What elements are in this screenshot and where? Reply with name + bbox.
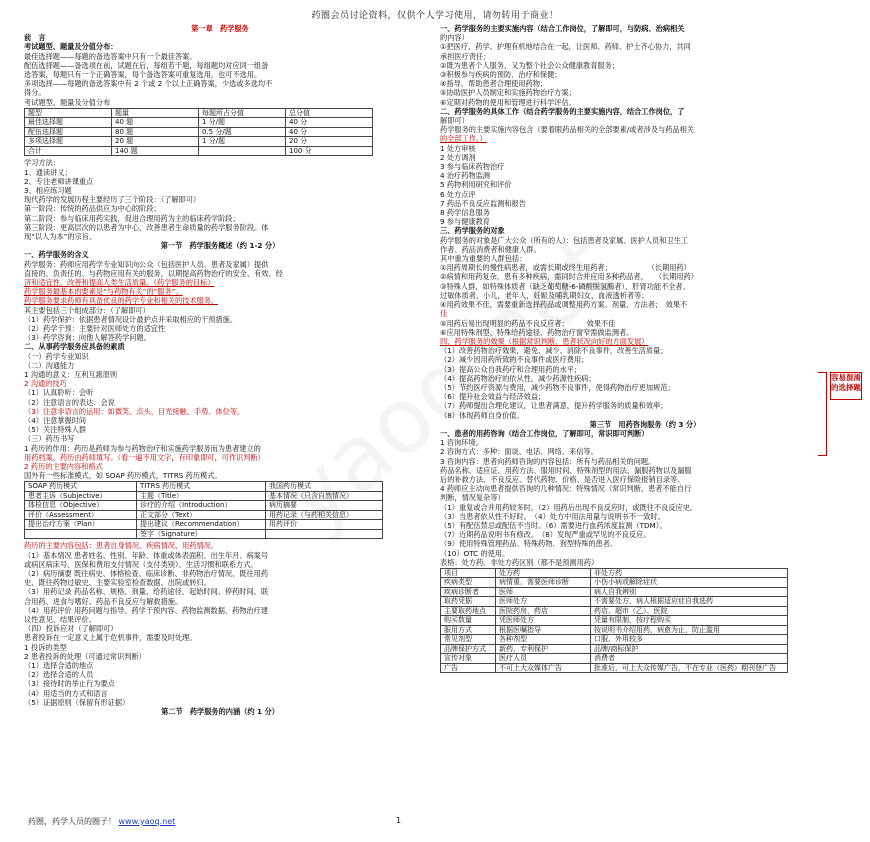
table-cell: 疾病诊断者 <box>441 587 496 597</box>
text-line: （5）关注特殊人群 <box>24 425 87 435</box>
table-cell: 多项选择题 <box>25 137 112 147</box>
text-line: 1 处方审核 <box>440 143 476 153</box>
header-banner: 药圈会员讨论资料，仅供个人学习使用，请勿转用于商业！ <box>311 11 559 21</box>
text-line: 解即可） <box>440 116 469 126</box>
table-row <box>25 491 383 501</box>
table-cell: 基本情况（只含自然情况） <box>266 491 383 501</box>
table-cell: 病人自我辨别 <box>591 587 788 597</box>
table-cell: 每题所占分值 <box>199 108 286 118</box>
table-cell: 病历摘要 <box>266 501 383 511</box>
table-row <box>441 654 788 664</box>
table-cell: 主题（Title） <box>137 491 266 501</box>
text-line: 一、患者的用药咨询（结合工作岗位，了解即可，常识即可判断） <box>440 428 649 438</box>
text-line: 史、既往药物过敏史、主要实验室检查数据、出院或转归。 <box>24 578 211 588</box>
text-line: 二、从事药学服务应具备的素质 <box>24 342 125 352</box>
text-line: 第一节 药学服务概述（约 1-2 分） <box>160 241 280 251</box>
table-row <box>25 127 373 137</box>
text-line: 国外有一些标准模式，如 SOAP 药历模式，TITRS 药历模式。 <box>24 471 222 481</box>
text-line: 学习方法： <box>24 158 60 168</box>
table-cell: 20 题 <box>112 137 199 147</box>
table-cell: 合计 <box>25 146 112 156</box>
table-cell: 100 分 <box>286 146 373 156</box>
text-line: 1 咨询环境。 <box>440 438 483 448</box>
table-cell: 小伤小病或解除症状 <box>591 578 788 588</box>
text-line: ③积极参与疾病的预防、治疗和保健； <box>440 70 562 80</box>
text-line: 药品名称、适应证、用药方法、服用时间、特殊剂型的用法、漏服药物以及漏服 <box>440 465 692 475</box>
text-line: 第二阶段：参与临床用药实践，促进合理用药为主的临床药学阶段； <box>24 213 240 223</box>
text-line: 用药档案，药历由药师填写。（看一遍不用文字，有印象即可，可作识判断） <box>24 452 265 462</box>
text-line: （三）药历书写 <box>24 434 75 444</box>
table-cell: 题量 <box>112 108 199 118</box>
text-line: 最佳选择题——每题的备选答案中只有一个最佳答案。 <box>24 51 197 61</box>
table-cell: 药店、超市（乙）、医院 <box>591 606 788 616</box>
text-line: （3）提高公众自我药疗和合理用药的水平； <box>440 364 582 374</box>
table-row <box>25 482 383 492</box>
text-line: （6）提升社会效益与经济效益； <box>440 392 546 402</box>
table-cell: 正文部分（Text） <box>137 510 266 520</box>
text-line: 议性意见、结果评价。 <box>24 615 96 625</box>
text-line: （7）近期药品说明书有修改。 （8）发现严重或罕见的不良反应。 <box>440 530 651 540</box>
table-cell: 用药记录（与药相关信息） <box>266 510 383 520</box>
table-cell: 医院药房，药店 <box>496 606 591 616</box>
text-line: 考试题型、题量及分值分布 <box>24 97 111 107</box>
table-cell: 品牌/商标保护 <box>591 644 788 654</box>
text-line: 其主要包括三个组成部分：（了解即可） <box>24 305 150 315</box>
table-cell: 患者主诉（Subjective） <box>25 491 137 501</box>
table-cell: 常见剂型 <box>441 635 496 645</box>
text-line: （2）病历摘要 既往病史、体格检查、临床诊断、非药物治疗情况、既往用药 <box>24 569 269 579</box>
table-cell: 各种剂型 <box>496 635 591 645</box>
text-line: 四、药学服务的效果（根据常识判断，患者状况向好的方面发展） <box>440 336 649 346</box>
table-cell: 批准后，可上大众传媒广告，不在专业（医药）期刊登广告 <box>591 663 788 673</box>
prescription-otc-comparison-table <box>440 568 788 674</box>
table-row <box>25 146 373 156</box>
text-line: （3）注意非语言的运用：如微笑、点头、目光接触、手势、体位等。 <box>24 406 245 416</box>
table-cell: 最佳选择题 <box>25 118 112 128</box>
table-cell: 消费者 <box>591 654 788 664</box>
table-cell: 服用方式 <box>441 625 496 635</box>
text-line: 药学服务要求药师有具备优良的药学专业和相关的技术服务。 <box>24 296 219 306</box>
table-cell: 品牌保护方式 <box>441 644 496 654</box>
table-cell: 根据医嘱指导 <box>496 625 591 635</box>
text-line: （1）重复或合并用药较多时。（2）用药后出现不良反应时，或既往不良反应史。 <box>440 502 698 512</box>
table-cell: 口服，外用较多 <box>591 635 788 645</box>
text-line: （3）当患者依从性不好时。 （4）处方中用法用量与说明书不一致时。 <box>440 511 665 521</box>
table-cell: TITRS 药历模式 <box>137 482 266 492</box>
text-line: （4）注意掌握时间 <box>24 416 87 426</box>
table-cell: 提出建议（Recommendation） <box>137 520 266 530</box>
text-line: 表格：处方药、非处方药区别（都不是预测用药） <box>440 557 599 567</box>
table-cell: 评价（Assessment） <box>25 510 137 520</box>
text-line: 选答案，每题只有一个正确答案，每个备选答案可重复选用，也可不选用。 <box>24 70 262 80</box>
table-cell <box>266 529 383 539</box>
table-cell: 40 分 <box>286 127 373 137</box>
footer <box>28 816 175 827</box>
table-cell: 体检信息（Objective） <box>25 501 137 511</box>
medication-record-format-table <box>24 481 383 539</box>
text-line: 一、药学服务的含义 <box>24 250 89 260</box>
text-line: （2）注意语言的表达：会说 <box>24 397 115 407</box>
text-line: 直接的、负责任的、与药物应用有关的服务，以期提高药物治疗的安全、有效、经 <box>24 268 283 278</box>
text-line: 后的补救方法、不良反应、替代药物、价格、是否进入医疗保险报销目录等。 <box>440 474 685 484</box>
exam-format-table <box>24 108 373 157</box>
table-row <box>25 510 383 520</box>
text-line: （一）药学专业知识 <box>24 351 89 361</box>
table-cell: 购买数量 <box>441 616 496 626</box>
table-row <box>441 597 788 607</box>
text-line: 4 治疗药物监测 <box>440 171 490 181</box>
table-row <box>441 616 788 626</box>
text-line: （3）用药记录 药品名称、规格、剂量、给药途径、起始时间、停药时间、联 <box>24 587 269 597</box>
text-line: 药学服务最基本的要素是“与药物有关”的“服务”。 <box>24 287 183 297</box>
right-column <box>440 24 850 675</box>
table-cell: 取药凭据 <box>441 597 496 607</box>
text-line: 药学服务的对象是广大公众（所有的人）：包括患者及家属、医护人员和卫生工 <box>440 235 688 245</box>
table-cell: 医师处方 <box>496 597 591 607</box>
text-line: 2 咨询方式：多种：面谈、电话、网络、来信等。 <box>440 447 598 457</box>
text-line: 考试题型、题量及分值分布： <box>24 42 118 52</box>
table-cell: 凭医师处方 <box>496 616 591 626</box>
text-line: 药学服务的主要实施内容包含（要着眼药品相关的全部要素/或者涉及与药品相关 <box>440 125 694 135</box>
table-row <box>441 663 788 673</box>
table-row <box>441 644 788 654</box>
left-column <box>24 24 416 716</box>
table-cell: 总分值 <box>286 108 373 118</box>
text-line: ④指导、帮助患者合理使用药物； <box>440 79 548 89</box>
table-cell <box>199 146 286 156</box>
table-row <box>441 587 788 597</box>
text-line: （1）选择合适的地点 <box>24 661 94 671</box>
text-line: 5 药物利用研究和评价 <box>440 180 512 190</box>
table-cell: 不可上大众媒体广告 <box>496 663 591 673</box>
text-line: （2）药学干预：主要针对医师处方的适宜性 <box>24 323 166 333</box>
table-cell: 140 题 <box>112 146 199 156</box>
table-cell: 签字（Signature） <box>137 529 266 539</box>
text-line: （9）使用特殊管理药品、特殊药物、剂型特殊的患者。 <box>440 539 618 549</box>
text-line: 或病区病床号、医保和费用支付情况（支付类别）、生活习惯和联系方式。 <box>24 559 258 569</box>
text-line: ⑥应用特殊剂型、特殊给药途径、药物治疗窗窄需做监测者。 <box>440 327 634 337</box>
text-line: 9 参与健康教育 <box>440 217 490 227</box>
table-cell: 医师 <box>496 587 591 597</box>
table-cell: 宣传对象 <box>441 654 496 664</box>
text-line: 1 药历的作用：药历是药师为参与药物治疗和实施药学服务而为患者建立的 <box>24 443 261 453</box>
side-note-box: 容易混淆的选择题 <box>830 372 862 400</box>
text-line: ②病情和用药复杂，患有多种疾病，需同时合并应用多种药品者。 （长期用药） <box>440 272 698 282</box>
text-line: （1）基本情况 患者姓名、性别、年龄、体重或体表面积、出生年月、病案号 <box>24 550 269 560</box>
text-line: 4 药师应主动向患者提供咨询的几种情况：特殊情况（常识判断，患者不能自行 <box>440 484 692 494</box>
text-line: （四）投诉应对（了解即可） <box>24 624 118 634</box>
table-cell: 40 分 <box>286 118 373 128</box>
table-cell: 20 分 <box>286 137 373 147</box>
text-line: （5）证据原则（保留有形证据） <box>24 697 130 707</box>
table-cell: 诊疗的介绍（Introduction） <box>137 501 266 511</box>
text-line: （8）体现药师自身价值。 <box>440 410 524 420</box>
table-cell: 题型 <box>25 108 112 118</box>
text-line: 现代药学的发展历程主要经历了三个阶段：（了解即可） <box>24 195 201 205</box>
text-line: （4）提高药物治疗的依从性，减少药源性疾病； <box>440 373 596 383</box>
table-cell: 疾病类型 <box>441 578 496 588</box>
text-line: 2 药历的主要内容和格式 <box>24 462 103 472</box>
table-row <box>441 635 788 645</box>
text-line: 佳 <box>440 309 448 319</box>
text-line: 其中重为重要的人群包括： <box>440 254 527 264</box>
text-line: （1）改善药物治疗效果，避免、减少、消除不良事件，改善生活质量； <box>440 346 668 356</box>
text-line: ⑤用药后易出现明显的药品不良反应者； 效果不佳 <box>440 318 616 328</box>
text-line: （2）选择合适的人员 <box>24 670 94 680</box>
table-cell: 病情重，需要医师诊断 <box>496 578 591 588</box>
table-cell: 1 分/题 <box>199 118 286 128</box>
text-line: 的全部工作。） <box>440 134 487 144</box>
text-line: （10）OTC 的使用。 <box>440 548 510 558</box>
table-cell: 广告 <box>441 663 496 673</box>
text-line: 第三阶段：更高层次的以患者为中心，改善患者生命质量的药学服务阶段。体 <box>24 222 269 232</box>
text-line: 2 患者投诉的处理（可通过常识判断） <box>24 651 146 661</box>
table-row <box>441 606 788 616</box>
text-line: 第三节 用药咨询服务（约 3 分） <box>589 419 701 429</box>
table-cell: 新药、专利保护 <box>496 644 591 654</box>
text-line: 患者投诉在一定意义上属于危机事件，需要及时处理。 <box>24 633 197 643</box>
text-line: 第二节 药学服务的内涵（约 1 分） <box>161 707 279 717</box>
text-line: 6 处方点评 <box>440 189 476 199</box>
table-cell: 处方药 <box>496 568 591 578</box>
table-cell: 医疗人员 <box>496 654 591 664</box>
text-line: 药历的主要内容包括：患者自身情况、疾病情况、用药情况。 <box>24 541 219 551</box>
text-line: 2、专注老师讲课重点 <box>24 176 94 186</box>
table-cell: 主要取药地点 <box>441 606 496 616</box>
text-line: 判断，情况复杂等） <box>440 493 505 503</box>
text-line: 第一章 药学服务 <box>191 24 249 33</box>
text-line: 7 药品不良反应监测和报告 <box>440 198 526 208</box>
table-cell: 按说明书介绍用药，病愈为止，防止滥用 <box>591 625 788 635</box>
text-line: 8 药学信息服务 <box>440 208 490 218</box>
table-row <box>441 568 788 578</box>
footer-link[interactable]: www.yaoq.net <box>118 817 176 826</box>
table-cell <box>25 529 137 539</box>
text-line: 承担医疗责任； <box>440 51 491 61</box>
table-cell: 不需要处方，病人根据适应症自我选药 <box>591 597 788 607</box>
text-line: ⑥定期对药物的使用和管理进行科学评估。 <box>440 97 576 107</box>
table-row <box>25 529 383 539</box>
text-line: ④用药效果不佳，需要重新选择药品或调整用药方案、剂量、方法者； 效果不 <box>440 300 688 310</box>
table-cell: 非处方药 <box>591 568 788 578</box>
text-line: 配伍选择题——备选项在前，试题在后，每组若干题，每组题均对应同一组备 <box>24 60 269 70</box>
text-line: ①用药周期长的慢性病患者，或需长期或终生用药者； （长期用药） <box>440 263 691 273</box>
text-line: 三、药学服务的对象 <box>440 226 505 236</box>
table-row <box>441 625 788 635</box>
text-line: （二）沟通能力 <box>24 360 75 370</box>
text-line: 药学服务：药师应用药学专业知识向公众（包括医护人员、患者及家属）提供 <box>24 259 269 269</box>
table-row <box>25 118 373 128</box>
table-row <box>25 108 373 118</box>
text-line: （5）有配伍禁忌或配伍不当时。（6）需要进行血药浓度监测（TDM）。 <box>440 520 667 530</box>
text-line: 多项选择——每题的备选答案中有 2 个或 2 个以上正确答案，少选或多选均不 <box>24 79 273 89</box>
text-line: ①把医疗、药学、护理有机地结合在一起，让医师、药师、护士齐心协力，共同 <box>440 42 691 52</box>
text-line: （3）接待时的举止行为要点 <box>24 679 115 689</box>
text-line: 2 处方调剂 <box>440 152 476 162</box>
table-cell: 40 题 <box>112 118 199 128</box>
table-cell: 我国药历模式 <box>266 482 383 492</box>
page-number: 1 <box>396 816 402 825</box>
text-line: 得分。 <box>24 88 46 98</box>
text-line: 前 言 <box>24 33 46 43</box>
text-line: 3 咨询内容：患者向药师咨询的内容包括：所有与药品相关的问题。 <box>440 456 656 466</box>
text-line: 1、通读讲义； <box>24 167 72 177</box>
text-line: ②既为患者个人服务，又为整个社会公众健康教育服务； <box>440 60 619 70</box>
table-cell: 项目 <box>441 568 496 578</box>
table-cell: 80 题 <box>112 127 199 137</box>
text-line: 1 投诉的类型 <box>24 642 67 652</box>
table-cell: 配伍选择题 <box>25 127 112 137</box>
text-line: 第一阶段：传统的药品供应为中心的阶段； <box>24 204 161 214</box>
text-line: （1）药学保护：依据患者情况设计最护点并采取相应的干预措施。 <box>24 314 238 324</box>
text-line: 的内容） <box>440 33 469 43</box>
text-line: 3 参与临床药物治疗 <box>440 162 505 172</box>
text-line: （5）节约医疗资源与费用，减少药物不良事件，使得药物治疗更加规范； <box>440 382 675 392</box>
text-line: （1）认真聆听：会听 <box>24 388 94 398</box>
table-cell: 提出治疗方案（Plan） <box>25 520 137 530</box>
table-cell: 凭量有限制，按疗程购买 <box>591 616 788 626</box>
text-line: 1 沟通的意义：互利互惠原则 <box>24 370 118 379</box>
text-line: 一、药学服务的主要实施内容（结合工作岗位，了解即可，与防病、治病相关 <box>440 24 685 33</box>
table-cell: 1 分/题 <box>199 137 286 147</box>
text-line: 2 沟通的技巧 <box>24 379 67 389</box>
text-line: 3、相应练习题 <box>24 185 72 195</box>
text-line: 作者、药品消费者和健康人群。 <box>440 244 541 254</box>
text-line: （2）减少因用药所致的不良事件或医疗费用； <box>440 355 589 365</box>
text-line: 济和适宜性，改善和提高人类生活质量。（药学服务的目标） <box>24 277 215 287</box>
text-line: 现“以人为本”的宗旨。 <box>24 231 97 241</box>
table-cell: 用药评价 <box>266 520 383 530</box>
table-row <box>25 137 373 147</box>
text-line: ③特殊人群，如特殊体质者（缺乏葡萄糖-6-磷酸脱氢酶者）、肝肾功能不全者、 <box>440 281 690 291</box>
text-line: （3）药学咨询：向他人解答药学问题。 <box>24 333 151 343</box>
text-line: （7）药师提出合理化建议，让患者满意，提升药学服务的质量和效率； <box>440 401 668 411</box>
text-line: ⑤协助医护人员制定和实施药物治疗方案； <box>440 88 576 98</box>
text-line: 二、药学服务的具体工作（结合药学服务的主要实施内容，结合工作岗位，了 <box>440 106 685 116</box>
table-cell: 0.5 分/题 <box>199 127 286 137</box>
annotation-brace <box>818 372 827 456</box>
table-row <box>25 501 383 511</box>
table-row <box>441 578 788 588</box>
text-line: 合用药、进食与嗜好、药品不良反应与解救措施。 <box>24 596 183 606</box>
text-line: （4）用适当的方式和语言 <box>24 688 108 698</box>
table-cell: SOAP 药历模式 <box>25 482 137 492</box>
table-row <box>25 520 383 530</box>
text-line: 过敏体质者，小儿，老年人，妊娠及哺乳期妇女，血液透析者等； <box>440 290 649 300</box>
footer-text: 药圈，药学人员的圈子！ <box>28 817 116 826</box>
text-line: （4）用药评价 用药问题与指导、药学干预内容、药物监测数据、药物治疗建 <box>24 605 269 615</box>
